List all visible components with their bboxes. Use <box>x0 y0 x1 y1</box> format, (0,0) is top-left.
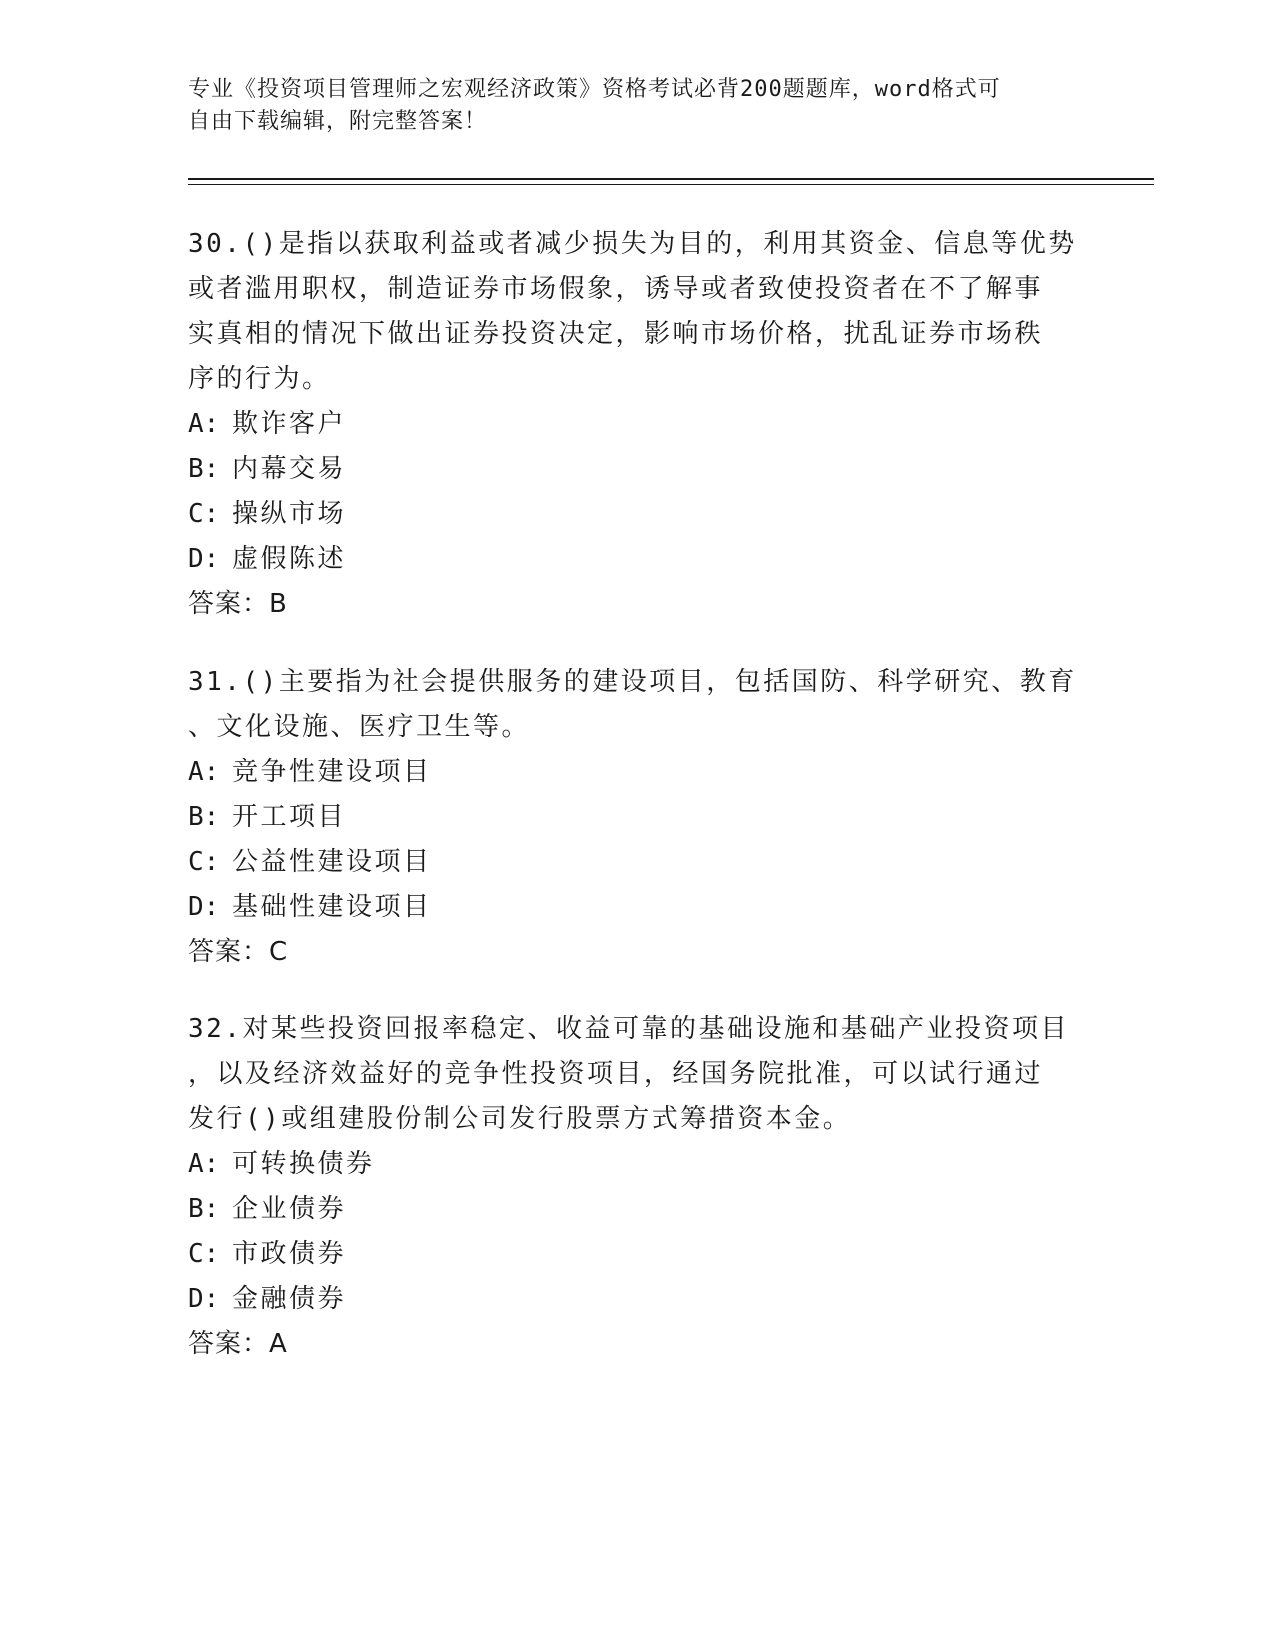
option-d <box>188 537 1088 582</box>
option-b <box>188 795 1088 840</box>
option-text: 开工项目 <box>232 802 347 832</box>
question-stem <box>188 1007 1088 1142</box>
option-letter: B: <box>188 1194 220 1224</box>
question-30 <box>188 222 1088 627</box>
document-header <box>188 74 1068 138</box>
option-letter: C: <box>188 1239 220 1269</box>
option-letter: B: <box>188 802 220 832</box>
option-text: 操纵市场 <box>232 499 347 529</box>
option-letter: A: <box>188 757 220 787</box>
question-stem <box>188 660 1088 750</box>
stem-line: 、文化设施、医疗卫生等。 <box>188 712 531 742</box>
stem-line: 31.()主要指为社会提供服务的建设项目，包括国防、科学研究、教育 <box>188 667 1077 697</box>
option-text: 可转换债券 <box>232 1149 375 1179</box>
option-letter: C: <box>188 847 220 877</box>
stem-line: 发行()或组建股份制公司发行股票方式筹措资本金。 <box>188 1104 852 1134</box>
option-a <box>188 750 1088 795</box>
option-a <box>188 1142 1088 1187</box>
option-b <box>188 1187 1088 1232</box>
option-letter: D: <box>188 544 220 574</box>
option-text: 企业债券 <box>232 1194 347 1224</box>
answer-line: 答案：A <box>188 1329 288 1359</box>
option-text: 虚假陈述 <box>232 544 347 574</box>
option-d <box>188 1277 1088 1322</box>
option-letter: C: <box>188 499 220 529</box>
stem-line: 30.()是指以获取利益或者减少损失为目的，利用其资金、信息等优势 <box>188 229 1077 259</box>
option-text: 欺诈客户 <box>232 409 347 439</box>
option-letter: D: <box>188 1284 220 1314</box>
answer-line: 答案：B <box>188 589 288 619</box>
header-line-2: 自由下载编辑，附完整答案！ <box>188 109 488 134</box>
question-stem <box>188 222 1088 402</box>
header-line-1: 专业《投资项目管理师之宏观经济政策》资格考试必背200题题库，word格式可 <box>188 77 1001 102</box>
option-c <box>188 1232 1088 1277</box>
option-text: 内幕交易 <box>232 454 347 484</box>
option-b <box>188 447 1088 492</box>
option-a <box>188 402 1088 447</box>
header-divider-thin <box>188 184 1154 185</box>
option-d <box>188 885 1088 930</box>
stem-line: 32.对某些投资回报率稳定、收益可靠的基础设施和基础产业投资项目 <box>188 1014 1069 1044</box>
option-letter: A: <box>188 409 220 439</box>
stem-line: 序的行为。 <box>188 364 331 394</box>
option-c <box>188 492 1088 537</box>
option-letter: A: <box>188 1149 220 1179</box>
option-letter: B: <box>188 454 220 484</box>
option-c <box>188 840 1088 885</box>
option-text: 公益性建设项目 <box>232 847 432 877</box>
option-text: 竞争性建设项目 <box>232 757 432 787</box>
option-text: 金融债券 <box>232 1284 347 1314</box>
option-letter: D: <box>188 892 220 922</box>
question-31 <box>188 660 1088 975</box>
header-divider-thick <box>188 178 1154 180</box>
answer-line: 答案：C <box>188 937 289 967</box>
stem-line: 或者滥用职权，制造证券市场假象，诱导或者致使投资者在不了解事 <box>188 274 1044 304</box>
option-text: 基础性建设项目 <box>232 892 432 922</box>
question-32 <box>188 1007 1088 1367</box>
option-text: 市政债券 <box>232 1239 347 1269</box>
stem-line: ，以及经济效益好的竞争性投资项目，经国务院批准，可以试行通过 <box>188 1059 1044 1089</box>
stem-line: 实真相的情况下做出证券投资决定，影响市场价格，扰乱证券市场秩 <box>188 319 1044 349</box>
